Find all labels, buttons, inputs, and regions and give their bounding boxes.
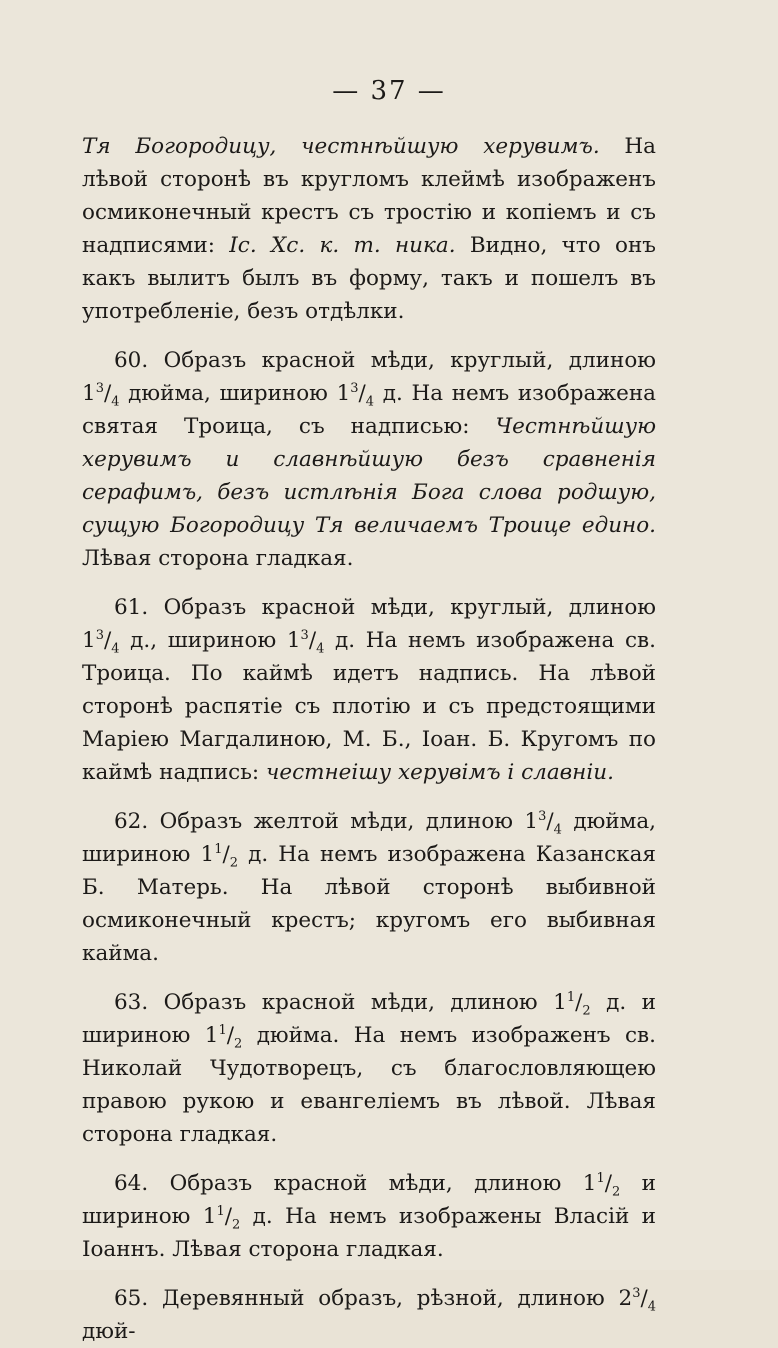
text-run: Видно, что онъ какъ вылитъ былъ въ форму, такъ и пошелъ въ употребленіе, безъ отдѣлки.	[82, 233, 656, 324]
paragraph-p-60	[82, 344, 656, 575]
italic-text: Іс. Хс. к. т. ника.	[229, 233, 456, 258]
text-run: и шириною 1	[82, 1171, 656, 1229]
text-run: дюйма, шириною 1	[119, 381, 351, 406]
paragraph-p-continued	[82, 130, 656, 328]
fraction-part: 3	[632, 1285, 641, 1301]
text-run: /	[224, 1204, 232, 1229]
paragraph-p-62	[82, 805, 656, 970]
text-run: /	[103, 628, 112, 653]
text-run: дюй-	[82, 1319, 136, 1344]
text-run: д. На немъ изображены Власій и Іоаннъ. Лѣвая сторона гладкая.	[82, 1204, 656, 1262]
fraction-part: 1	[218, 1022, 227, 1038]
page-number: — 37 —	[332, 76, 446, 106]
text-run: /	[575, 990, 583, 1015]
fraction-part: 4	[647, 1299, 656, 1315]
text-run: д. На немъ изображена святая Троица, съ надписью:	[82, 381, 657, 439]
text-run: /	[358, 381, 366, 406]
fraction-part: 1	[596, 1170, 605, 1186]
paragraph-p-61	[82, 591, 656, 789]
fraction-part: 3	[350, 380, 359, 396]
text-run: /	[226, 1023, 235, 1048]
text-run: /	[546, 809, 554, 834]
paragraph-p-64	[82, 1167, 656, 1266]
text-run: д., шириною 1	[119, 628, 301, 653]
fraction-part: 3	[538, 808, 547, 824]
text-run: д. На немъ изображена св. Троица. По каймѣ идетъ надпись. На лѣвой сторонѣ распятіе съ плотію и съ предстоящими Маріею Магдалиною, М. Б., Іоан. Б. Кругомъ по каймѣ надпись:	[82, 628, 656, 785]
fraction-part: 4	[553, 822, 562, 838]
fraction-part: 4	[316, 641, 325, 657]
fraction-part: 3	[95, 380, 104, 396]
paragraph-p-63	[82, 986, 656, 1151]
fraction-part: 2	[234, 1036, 243, 1052]
text-run: д. и шириною 1	[82, 990, 656, 1048]
fraction-part: 1	[216, 1203, 225, 1219]
text-run: 64. Образъ красной мѣди, длиною 1	[114, 1171, 597, 1196]
text-run: 60. Образъ красной мѣди, круглый, длиною 1	[82, 348, 656, 406]
text-run: 61. Образъ красной мѣди, круглый, длиною 1	[82, 595, 656, 653]
fraction-part: 1	[214, 841, 223, 857]
text-run: 65. Деревянный образъ, рѣзной, длиною 2	[114, 1286, 633, 1311]
text-run: Лѣвая сторона гладкая.	[82, 546, 354, 571]
fraction-part: 2	[611, 1184, 621, 1200]
italic-text: Честнѣйшую херувимъ и славнѣйшую безъ сравненія серафимъ, безъ истлѣнія Бога слова родшую, сущую Богородицу Тя величаемъ Троице едино.	[82, 414, 656, 538]
italic-text: честнеішу херувімъ і славніи.	[265, 760, 614, 785]
text-run: /	[604, 1171, 612, 1196]
text-run: д. На немъ изображена Казанская Б. Матерь. На лѣвой сторонѣ выбивной осмиконечный крестъ; кругомъ его выбивная кайма.	[82, 842, 656, 966]
fraction-part: 4	[111, 394, 120, 410]
text-run: /	[308, 628, 317, 653]
fraction-part: 3	[300, 627, 309, 643]
text-run: /	[640, 1286, 648, 1311]
italic-text: Тя Богородицу, честнѣйшую херувимъ.	[82, 134, 600, 159]
fraction-part: 4	[111, 641, 120, 657]
paragraph-p-65	[82, 1282, 656, 1348]
text-run: /	[103, 381, 112, 406]
fraction-part: 3	[95, 627, 104, 643]
text-run: /	[222, 842, 230, 867]
page-text	[82, 130, 656, 1348]
text-run: дюйма. На немъ изображенъ св. Николай Чудотворецъ, съ благословляющею правою рукою и евангеліемъ въ лѣвой. Лѣвая сторона гладкая.	[82, 1023, 656, 1147]
text-run: дюйма, шириною 1	[82, 809, 656, 867]
fraction-part: 2	[232, 1217, 241, 1233]
text-run: 62. Образъ желтой мѣди, длиною 1	[114, 809, 539, 834]
fraction-part: 4	[365, 394, 375, 410]
fraction-part: 2	[582, 1003, 591, 1019]
text-run: На лѣвой сторонѣ въ кругломъ клеймѣ изображенъ осмиконечный крестъ съ тростію и копіемъ и съ надписями:	[82, 134, 656, 258]
fraction-part: 2	[229, 855, 238, 871]
fraction-part: 1	[566, 989, 576, 1005]
text-run: 63. Образъ красной мѣди, длиною 1	[114, 990, 567, 1015]
